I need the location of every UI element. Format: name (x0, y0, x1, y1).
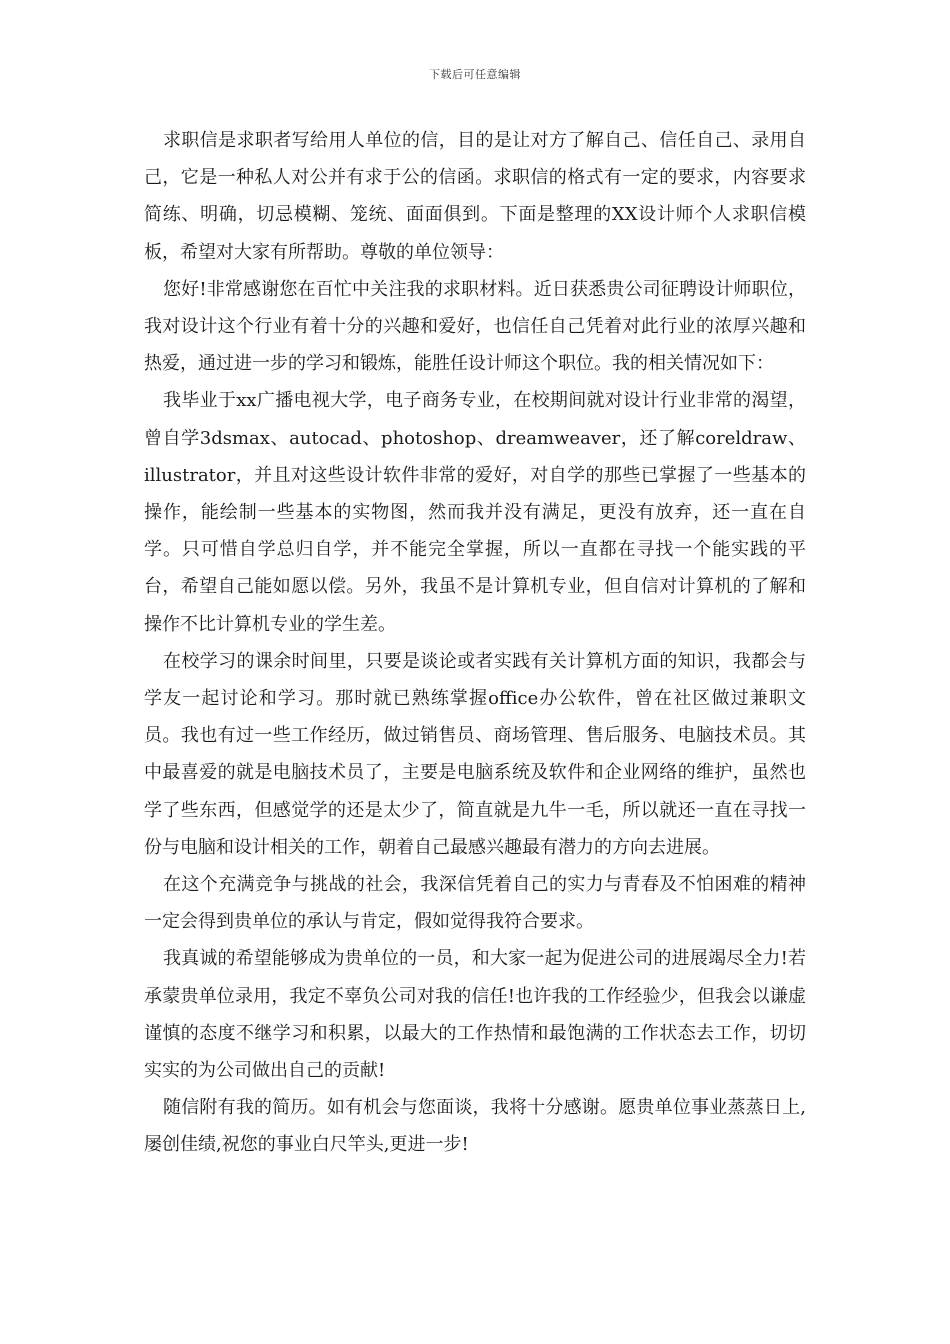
letter-body (144, 122, 806, 1164)
confidence-paragraph: 在这个充满竞争与挑战的社会，我深信凭着自己的实力与青春及不怕困难的精神一定会得到贵单位的承认与肯定，假如觉得我符合要求。 (144, 874, 806, 933)
greeting-paragraph: 您好!非常感谢您在百忙中关注我的求职材料。近日获悉贵公司征聘设计师职位，我对设计这个行业有着十分的兴趣和爱好，也信任自己凭着对此行业的浓厚兴趣和热爱，通过进一步的学习和锻炼，能胜任设计师这个职位。我的相关情况如下： (144, 278, 806, 375)
experience-paragraph: 在校学习的课余时间里，只要是谈论或者实践有关计算机方面的知识，我都会与学友一起讨论和学习。那时就已熟练掌握office办公软件，曾在社区做过兼职文员。我也有过一些工作经历，做过销售员、商场管理、售后服务、电脑技术员。其中最喜爱的就是电脑技术员了，主要是电脑系统及软件和企业网络的维护，虽然也学了些东西，但感觉学的还是太少了，简直就是九牛一毛，所以就还一直在寻找一份与电脑和设计相关的工作，朝着自己最感兴趣最有潜力的方向去进展。 (144, 650, 806, 858)
intro-paragraph: 求职信是求职者写给用人单位的信，目的是让对方了解自己、信任自己、录用自己，它是一种私人对公并有求于公的信函。求职信的格式有一定的要求，内容要求简练、明确，切忌模糊、笼统、面面俱到。下面是整理的XX设计师个人求职信模板，希望对大家有所帮助。尊敬的单位领导： (144, 130, 806, 263)
header-note: 下载后可任意编辑 (429, 68, 521, 81)
closing-paragraph: 随信附有我的简历。如有机会与您面谈，我将十分感谢。愿贵单位事业蒸蒸日上,屡创佳绩,祝您的事业白尺竿头,更进一步! (144, 1097, 806, 1156)
education-paragraph: 我毕业于xx广播电视大学，电子商务专业，在校期间就对设计行业非常的渴望，曾自学3dsmax、autocad、photoshop、dreamweaver，还了解coreldraw、illustrator，并且对这些设计软件非常的爱好，对自学的那些已掌握了一些基本的操作，能绘制一些基本的实物图，然而我并没有满足，更没有放弃，还一直在自学。只可惜自学总归自学，并不能完全掌握，所以一直都在寻找一个能实践的平台，希望自己能如愿以偿。另外，我虽不是计算机专业，但自信对计算机的了解和操作不比计算机专业的学生差。 (144, 390, 806, 635)
commitment-paragraph: 我真诚的希望能够成为贵单位的一员，和大家一起为促进公司的进展竭尽全力!若承蒙贵单位录用，我定不辜负公司对我的信任!也许我的工作经验少，但我会以谦虚谨慎的态度不继学习和积累，以最大的工作热情和最饱满的工作状态去工作，切切实实的为公司做出自己的贡献! (144, 948, 806, 1082)
